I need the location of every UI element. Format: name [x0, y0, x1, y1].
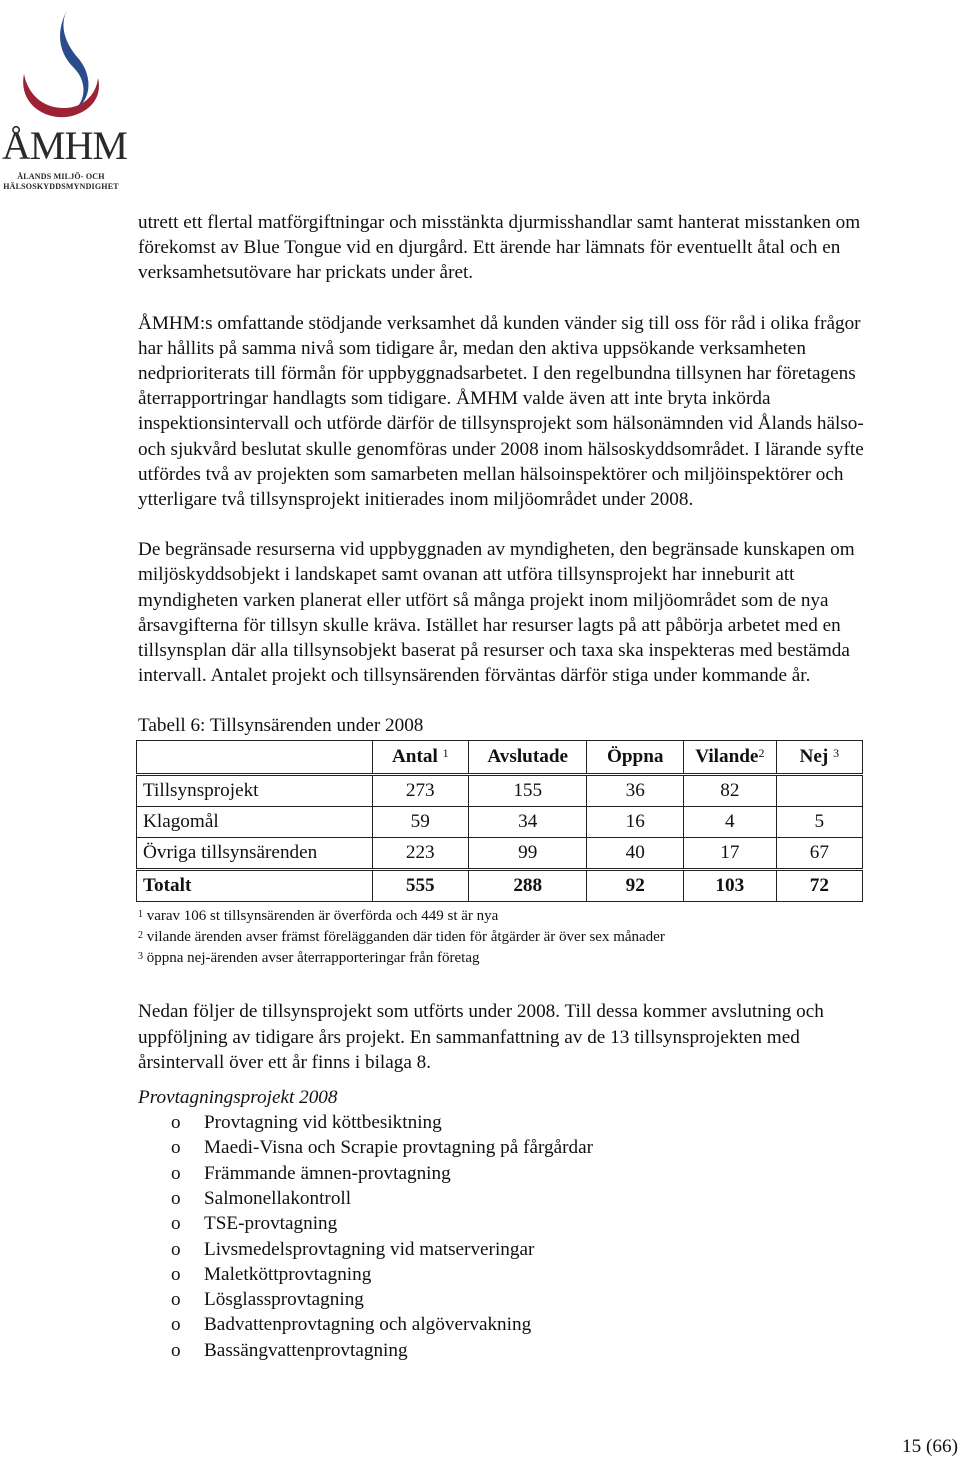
footnote-mark-2: 2 [758, 746, 765, 761]
footnote [138, 927, 868, 948]
row-label: Tillsynsprojekt [137, 775, 373, 807]
supervision-cases-table [136, 740, 863, 902]
list-item-text: Provtagning vid köttbesiktning [204, 1112, 442, 1134]
list-item [138, 1211, 868, 1236]
agency-logo [2, 4, 127, 194]
list-item [138, 1262, 868, 1287]
bullet-icon: o [171, 1162, 181, 1184]
list-item [138, 1135, 868, 1160]
footnote-mark-3: 3 [833, 746, 840, 761]
header-nej [776, 741, 862, 775]
total-avslutade: 288 [468, 870, 587, 902]
bullet-icon: o [171, 1187, 181, 1209]
cell-nej: 67 [776, 838, 862, 870]
bullet-icon: o [171, 1137, 181, 1159]
list-item [138, 1338, 868, 1363]
list-item [138, 1237, 868, 1262]
list-item-text: Maletköttprovtagning [204, 1263, 372, 1285]
total-nej: 72 [776, 870, 862, 902]
cell-nej [776, 775, 862, 807]
bullet-icon: o [171, 1112, 181, 1134]
cell-antal: 223 [372, 838, 468, 870]
header-avslutade: Avslutade [468, 741, 587, 775]
footnote-number: 2 [138, 930, 143, 942]
page-number: 15 (66) [902, 1436, 958, 1457]
header-oppna: Öppna [587, 741, 684, 775]
cell-vilande: 17 [683, 838, 776, 870]
footnote [138, 948, 868, 969]
footnote-number: 3 [138, 951, 143, 963]
table-row [137, 807, 863, 838]
cell-avslutade: 34 [468, 807, 587, 838]
header-vilande [683, 741, 776, 775]
paragraph-3: De begränsade resurserna vid uppbyggnaden av myndigheten, den begränsade kunskapen om miljöskyddsobjekt i landskapet samt ovanan att utföra tillsynsprojekt har inneburit att myndigheten varken planerat eller utfört så många projekt inom miljöområdet som de nya årsavgifterna för tillsyn skulle kräva. Istället har resurser lagts på att påbörja arbetet med en tillsynsplan där alla tillsynsobjekt baserat på resurser och taxa ska inspekteras med bestämda intervall. Antalet projekt och tillsynsärenden förväntas därför stiga under kommande år. [138, 539, 855, 687]
page-content [138, 210, 868, 1363]
header-nej-label: Nej [799, 746, 829, 768]
cell-vilande: 82 [683, 775, 776, 807]
table-header-row [137, 741, 863, 775]
table-footnotes [138, 906, 868, 969]
total-vilande: 103 [683, 870, 776, 902]
header-antal-label: Antal [391, 746, 438, 768]
row-label: Klagomål [137, 807, 373, 838]
paragraph-2: ÅMHM:s omfattande stödjande verksamhet då kunden vänder sig till oss för råd i olika frågor har hållits på samma nivå som tidigare år, medan den aktiva uppsökande verksamheten nedprioriterats till förmån för uppbyggnadsarbetet. I den regelbundna tillsynen har företagens återrapportringar handlagts som tidigare. ÅMHM valde även att inte bryta inkörda inspektionsintervall och utförde därför de tillsynsprojekt som hälsonämnden vid Ålands hälso- och sjukvård beslutat skulle genomföras under 2008 inom hälsoskyddsområdet. I lärande syfte utfördes två av projekten som samarbeten mellan hälsoinspektörer och miljöinspektörer och ytterligare två tillsynsprojekt initierades inom miljöområdet under 2008. [138, 312, 864, 511]
logo-subtitle-line2: HÄLSOSKYDDSMYNDIGHET [3, 182, 119, 191]
list-item-text: Bassängvattenprovtagning [204, 1339, 408, 1361]
table-total-row [137, 870, 863, 902]
logo-name: ÅMHM [2, 123, 127, 168]
total-label: Totalt [137, 870, 373, 902]
bullet-icon: o [171, 1339, 181, 1361]
row-label: Övriga tillsynsärenden [137, 838, 373, 870]
table-row [137, 775, 863, 807]
list-item-text: Maedi-Visna och Scrapie provtagning på fårgårdar [204, 1137, 594, 1159]
bullet-icon: o [171, 1213, 181, 1235]
list-item-text: TSE-provtagning [204, 1213, 338, 1235]
logo-subtitle-line1: ÅLANDS MILJÖ- OCH [17, 172, 105, 181]
header-antal [372, 741, 468, 775]
total-oppna: 92 [587, 870, 684, 902]
bullet-icon: o [171, 1238, 181, 1260]
list-item [138, 1287, 868, 1312]
list-item-text: Salmonellakontroll [204, 1187, 352, 1209]
cell-antal: 59 [372, 807, 468, 838]
list-item-text: Främmande ämnen-provtagning [204, 1162, 451, 1184]
cell-vilande: 4 [683, 807, 776, 838]
list-item-text: Lösglassprovtagning [204, 1289, 364, 1311]
cell-nej: 5 [776, 807, 862, 838]
header-vilande-label: Vilande [695, 746, 759, 768]
table-row [137, 838, 863, 870]
list-item-text: Badvattenprovtagning och algövervakning [204, 1314, 532, 1336]
drop-flame-icon [2, 4, 120, 129]
list-item [138, 1312, 868, 1337]
table-caption: Tabell 6: Tillsynsärenden under 2008 [138, 715, 424, 737]
footnote-text: öppna nej-ärenden avser återrapporteringar från företag [146, 950, 480, 967]
list-item [138, 1161, 868, 1186]
list-item [138, 1186, 868, 1211]
projects-list [138, 1110, 868, 1363]
bullet-icon: o [171, 1263, 181, 1285]
cell-antal: 273 [372, 775, 468, 807]
total-antal: 555 [372, 870, 468, 902]
bullet-icon: o [171, 1289, 181, 1311]
cell-avslutade: 155 [468, 775, 587, 807]
footnote-text: varav 106 st tillsynsärenden är överförda och 449 st är nya [146, 908, 499, 925]
cell-oppna: 40 [587, 838, 684, 870]
paragraph-1: utrett ett flertal matförgiftningar och misstänkta djurmisshandlar samt hanterat misstanken om förekomst av Blue Tongue vid en djurgård. Ett ärende har lämnats för eventuellt åtal och en verksamhetsutövare har prickats under året. [138, 212, 861, 284]
list-item [138, 1110, 868, 1135]
list-item-text: Livsmedelsprovtagning vid matserveringar [204, 1238, 535, 1260]
footnote-number: 1 [138, 909, 143, 921]
bullet-icon: o [171, 1314, 181, 1336]
cell-avslutade: 99 [468, 838, 587, 870]
cell-oppna: 36 [587, 775, 684, 807]
footnote [138, 906, 868, 927]
cell-oppna: 16 [587, 807, 684, 838]
header-empty-cell [137, 741, 373, 775]
footnote-text: vilande ärenden avser främst förelägganden där tiden för åtgärder är över sex månader [146, 929, 665, 946]
footnote-mark-1: 1 [442, 746, 449, 761]
paragraph-4: Nedan följer de tillsynsprojekt som utförts under 2008. Till dessa kommer avslutning och uppföljning av tidigare års projekt. En sammanfattning av de 13 tillsynsprojekten med årsintervall över ett år finns i bilaga 8. [138, 1001, 824, 1073]
projects-title: Provtagningsprojekt 2008 [138, 1087, 338, 1109]
